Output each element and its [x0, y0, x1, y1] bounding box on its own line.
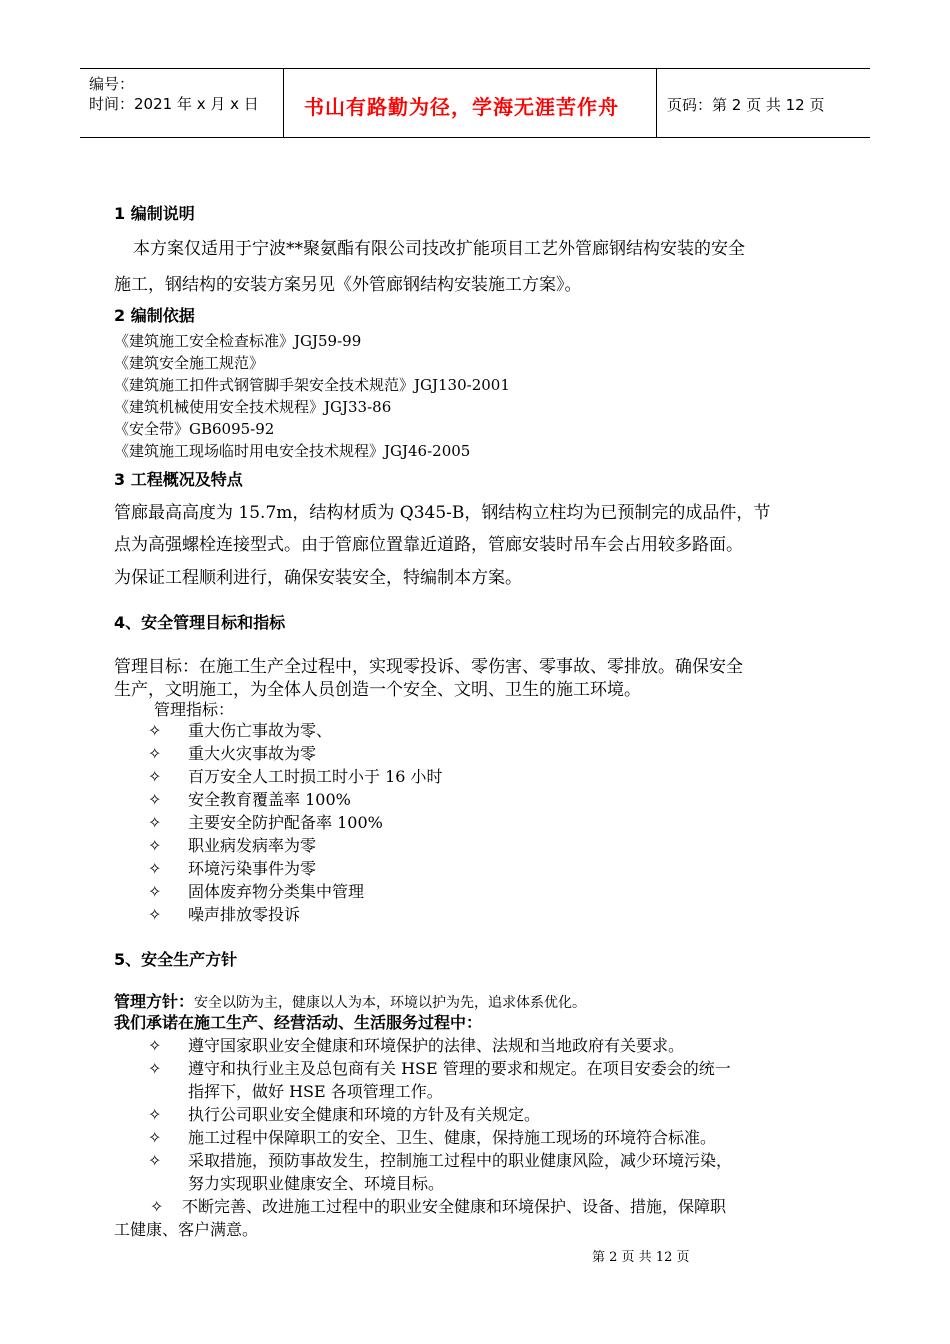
- section-1-title: 1 编制说明: [114, 204, 195, 223]
- bullet-diamond-icon: ✧: [148, 1105, 162, 1124]
- indicator-item: ✧ 固体废弃物分类集中管理: [148, 882, 365, 901]
- bullet-diamond-icon: ✧: [148, 859, 162, 878]
- policy-label: 管理方针：: [114, 992, 195, 1011]
- section-2-title: 2 编制依据: [114, 306, 195, 325]
- page-footer: 第 2 页 共 12 页: [592, 1250, 690, 1265]
- indicator-item: ✧ 重大伤亡事故为零、: [148, 721, 333, 740]
- policy-line: [114, 989, 586, 1012]
- bullet-diamond-icon: ✧: [148, 744, 162, 763]
- section-3-paragraph-line: 管廊最高高度为 15.7m，结构材质为 Q345-B，钢结构立柱均为已预制完的成品件，节: [114, 503, 771, 523]
- reference-item: 《建筑机械使用安全技术规程》JGJ33-86: [114, 398, 392, 416]
- document-date: 时间：2021 年 x 月 x 日: [89, 95, 259, 113]
- management-goal-line: 生产，文明施工，为全体人员创造一个安全、文明、卫生的施工环境。: [114, 680, 641, 700]
- reference-item: 《建筑施工安全检查标准》JGJ59-99: [114, 332, 362, 350]
- reference-item: 《安全带》GB6095-92: [114, 420, 275, 438]
- header-meta: [80, 69, 284, 137]
- indicator-item: ✧ 百万安全人工时损工时小于 16 小时: [148, 767, 443, 786]
- section-3-paragraph-line: 点为高强螺栓连接型式。由于管廊位置靠近道路，管廊安装时吊车会占用较多路面。: [114, 535, 743, 555]
- indicator-item: ✧ 职业病发病率为零: [148, 836, 317, 855]
- bullet-diamond-icon: ✧: [148, 767, 162, 786]
- section-3-paragraph-line: 为保证工程顺利进行，确保安装安全，特编制本方案。: [114, 568, 522, 588]
- motto: 书山有路勤为径，学海无涯苦作舟: [304, 95, 619, 119]
- indicator-item: ✧ 环境污染事件为零: [148, 859, 317, 878]
- bullet-diamond-icon: ✧: [148, 721, 162, 740]
- bullet-diamond-icon: ✧: [148, 813, 162, 832]
- bullet-diamond-icon: ✧: [148, 1036, 162, 1055]
- section-3-title: 3 工程概况及特点: [114, 470, 243, 489]
- reference-item: 《建筑施工扣件式钢管脚手架安全技术规范》JGJ130-2001: [114, 376, 510, 394]
- commitment-item: ✧ 不断完善、改进施工过程中的职业安全健康和环境保护、设备、措施，保障职: [150, 1197, 727, 1216]
- bullet-diamond-icon: ✧: [148, 1151, 162, 1170]
- commitment-item-continued: 指挥下，做好 HSE 各项管理工作。: [188, 1082, 443, 1101]
- commitment-item: ✧ 遵守国家职业安全健康和环境保护的法律、法规和当地政府有关要求。: [148, 1036, 685, 1055]
- bullet-diamond-icon: ✧: [148, 1128, 162, 1147]
- indicator-label: 管理指标：: [154, 700, 235, 719]
- header-page-number: 页码：第 2 页 共 12 页: [667, 96, 825, 114]
- commitment-item-continued: 工健康、客户满意。: [114, 1220, 259, 1239]
- reference-item: 《建筑安全施工规范》: [114, 354, 265, 372]
- indicator-item: ✧ 主要安全防护配备率 100%: [148, 813, 383, 832]
- indicator-item: ✧ 重大火灾事故为零: [148, 744, 317, 763]
- commitment-item: ✧ 执行公司职业安全健康和环境的方针及有关规定。: [148, 1105, 541, 1124]
- document-number: 编号：: [89, 75, 135, 93]
- commitment-heading: 我们承诺在施工生产、经营活动、生活服务过程中：: [114, 1013, 483, 1032]
- bullet-diamond-icon: ✧: [148, 1059, 162, 1078]
- indicator-item: ✧ 噪声排放零投诉: [148, 905, 301, 924]
- policy-text: 安全以防为主，健康以人为本，环境以护为先，追求体系优化。: [194, 995, 587, 1011]
- section-1-paragraph-line: 施工，钢结构的安装方案另见《外管廊钢结构安装施工方案》。: [114, 275, 582, 295]
- indicator-item: ✧ 安全教育覆盖率 100%: [148, 790, 351, 809]
- section-5-title: 5、安全生产方针: [114, 950, 238, 969]
- header-page-cell: [657, 69, 870, 137]
- section-1-paragraph-line: 本方案仅适用于宁波**聚氨酯有限公司技改扩能项目工艺外管廊钢结构安装的安全: [133, 239, 745, 259]
- page-header: [80, 68, 870, 138]
- commitment-item: ✧ 采取措施，预防事故发生，控制施工过程中的职业健康风险，减少环境污染，: [148, 1151, 733, 1170]
- management-goal-line: 管理目标：在施工生产全过程中，实现零投诉、零伤害、零事故、零排放。确保安全: [114, 657, 743, 677]
- commitment-item: ✧ 施工过程中保障职工的安全、卫生、健康，保持施工现场的环境符合标准。: [148, 1128, 717, 1147]
- commitment-item-continued: 努力实现职业健康安全、环境目标。: [188, 1174, 445, 1193]
- header-motto-cell: [284, 69, 657, 137]
- commitment-item: ✧ 遵守和执行业主及总包商有关 HSE 管理的要求和规定。在项目安委会的统一: [148, 1059, 731, 1078]
- section-4-title: 4、安全管理目标和指标: [114, 613, 286, 632]
- bullet-diamond-icon: ✧: [148, 836, 162, 855]
- bullet-diamond-icon: ✧: [148, 882, 162, 901]
- reference-item: 《建筑施工现场临时用电安全技术规程》JGJ46-2005: [114, 442, 471, 460]
- bullet-diamond-icon: ✧: [148, 905, 162, 924]
- bullet-diamond-icon: ✧: [148, 790, 162, 809]
- bullet-diamond-icon: ✧: [150, 1197, 164, 1216]
